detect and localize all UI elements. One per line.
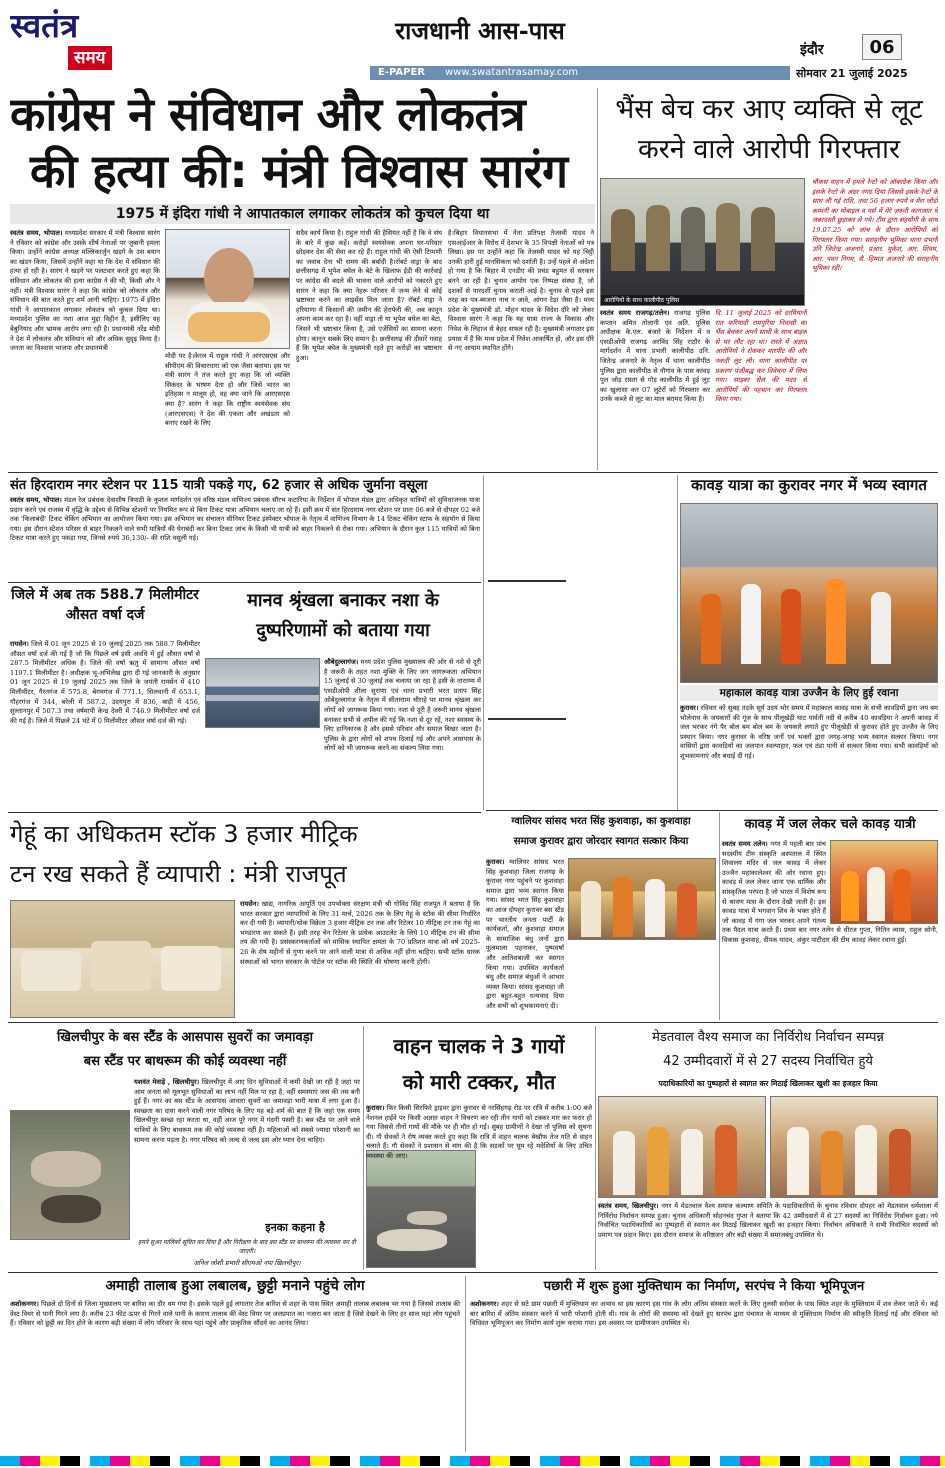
gwalior-dateline: कुरावर। (486, 858, 505, 866)
wheat-dateline: रायसेन। (240, 900, 259, 908)
nasha-pullquote (488, 580, 566, 720)
manav-dateline: औबेदुल्लागंज। (324, 658, 359, 666)
kawad-jal-dateline: स्वतंत्र समय तलेन। (722, 840, 768, 848)
wheat-headline (10, 814, 480, 898)
arrest-headline-line1: भैंस बेच कर आए व्यक्ति से लूट (615, 94, 923, 125)
cattle-headline-line2: को मारी टक्कर, मौत (402, 1070, 556, 1094)
kawad-headline: कावड़ यात्रा का कुरावर नगर में भव्य स्वागत (691, 476, 927, 494)
wheat-photo (10, 900, 235, 1018)
vaishya-photo-left (598, 1096, 766, 1198)
kawad-dateline: कुरावर। (680, 704, 699, 712)
website-link[interactable]: www.swatantrasamay.com (445, 67, 579, 78)
manav-body-text: मध्य प्रदेश पुलिस मुख्यालय की ओर से नशे से दूरी है जरूरी के तहत नशा मुक्ति के लिए जन जागरूकता अभियान 15 जुलाई से 30 जुलाई तक चलाया जा रहा है इसी के तारतम्य में एसडीओपी शीला सुराणा एवं थाना प्रभारी भरत प्रताप सिंह ओबेदुल्लागंज के नेतृत्व में सीतारााम चौराहे पर मानव श्रृंखला कर लोगों को जागरूक किया गया। नशा से दूरी है जरूरी मानव श्रृंखला बनाकर सभी से अपील की गई कि नशा से दूर रहें, नशा स्वास्थ्य के लिए हानिकारक है और इससे परिवार और समाज बिखर जाता है। पुलिस के द्वारा लोगों को शपथ दिलाई गई और अपने आसपास के लोगों को भी जागरूक करने का संकल्प लिया गया। (324, 658, 481, 753)
newspaper-logo (10, 8, 128, 74)
gwalior-headline-line1: ग्वालियर सांसद भरत सिंह कुशवाहा, का कुशवाहा (511, 816, 691, 827)
rain-headline: जिले में अब तक 588.7 मिलीमीटर औसत वर्षा दर्ज (11, 587, 199, 623)
minister-photo (165, 229, 290, 349)
gwalior-headline (486, 812, 716, 856)
rain-dateline: रायसेन। (10, 640, 29, 648)
arrest-body-text: राजगढ़ पुलिस कप्तान अमित तोलानी एवं अति. पुलिस अधीक्षक के.एल. बंजारे के निर्देशन में व एसडीओपी राजगढ़ अरविंद सिंह राठौर के मार्गदर्शन में थाना प्रभारी कालीपीठ उनि. जितेन्द्र अजनारे के नेतृत्व में थाना कालीपीठ पुलिस द्वारा कालीपीठ से नौगांव के पास कांवड़ पुल जोड़ रास्ता से गोड़ कालीपीठ में हुई लूट का खुलासा कर 07 लुटेरों को गिरफ्तार कर उनके कब्जे से लूट का माल बरामद किया है। (600, 309, 710, 404)
vaishya-dateline: स्वतंत्र समय, खिलचीपुर। (598, 1202, 659, 1210)
lead-col4: है।बिहार विधानसभा में नेता प्रतिपक्ष तेजस्वी यादव ने एसआईआर के विरोध में देशभर के 35 विपक्षी नेताओं को पत्र लिखा। इस पर उन्होंने कहा कि तेजस्वी यादव को यह चिट्ठी उनकी हारी हुई मानसिकता को दर्शाती है। उन्हें पहले से अंदेशा हो गया है कि बिहार में एनडीए की प्रचंड बहुमत से सरकार बनने जा रही है। चुनाव आयोग एक निष्पक्ष संस्था है, जो दशकों से पारदर्शी चुनाव कराती आई है। चुनाव से पहले इस तरह का पत्र-ब्यजना नाच न आवे, आंगन टेढ़ा जैसा है। मध्य प्रदेश के मुख्यमंत्री डॉ. मोहन यादव के विदेश दौरे को लेकर विश्वास सारंग ने कहा कि यह यात्रा राज्य के विकास और निवेश के लिहाज से बेहद सफल रही है। मुख्यमंत्री लगातार इस प्रयास में हैं कि मध्य प्रदेश में निवेश आकर्षित हो, और इस दौरे से नए आयाम स्थापित होंगे। (448, 229, 594, 353)
muktidham-dateline: अशोकनगर। (470, 1300, 499, 1308)
rain-body-text: जिले में 01 जून 2025 से 19 जुलाई 2025 तक 588.7 मिलीमीटर औसत वर्षा दर्ज की गई है जो कि पिछले वर्ष इसी अवधि में हुई औसत वर्षा से 287.5 मिलीमीटर अधिक है। जिले की वर्षा ऋतु में सामान्य औसत वर्षा 1197.1 मिलीमीटर है। अधीक्षक भू-अभिलेख द्वारा दी गई जानकारी के अनुसार 01 जून 2025 से 19 जुलाई 2025 तक जिले के जयंती रायसेन में 410 मिलीमीटर, गैरतगंज में 575.8, बेगमगंज में 771.1, सिलवानी में 653.1, गौहरगंज में 344, बरेली में 587.2, उदयपुरा में 836, बाड़ी में 456, सुल्तानपुर में 507.3 तथा वर्षमापी केन्द्र देवरी में 746.9 मिलीमीटर वर्षा दर्ज की गई है। जिले में पिछले 24 घंटे में 0 मिलीमीटर औसत वर्षा दर्ज की गई। (10, 640, 200, 725)
khilchipur-headline (10, 1026, 360, 1076)
kawad-jal-body-text: नगर में पहली बार पांच सदस्यीय टीम संस्कृति अस्पताल में स्थित शिवालय मंदिर से जल कावड़ में लेकर उज्जैन महाकालेश्वर की ओर रवाना हुए। कावड़ में जल लेकर जाना एक धार्मिक और सांस्कृतिक परंपरा है जो भारत में विशेष रूप से श्रावण मास के दौरान देखी जाती है। इस कावड़ यात्रा में भगवान शिव के भक्त होते हैं जो कावड़ में गंगा जल भरकर अपने गंतव्य तक पैदल यात्रा करते हैं। प्रथम बार नगर तलेन से धीरज गुप्ता, नितिन व्यास, राहुल सोनी, विकास कुशवाह, दीपक यादव, अंकुर पाटीदार की टीम कावड़ लेकर रवाना हुई। (722, 840, 938, 944)
lead-col1-text: मध्यप्रदेश सरकार में मंत्री विश्वास सारंग ने रविवार को कांग्रेस और उसके शीर्ष नेताओं पर जुबानी हमला किया। उन्होंने कांग्रेस अध्यक्ष मल्लिकार्जुन खड़गे के उस बयान का खंडन किया, जिसमें उन्होंने कहा था कि देश में संविधान की हत्या हो रही है। सारंग ने खड़गे पर पलटवार करते हुए कहा कि संविधान और लोकतंत्र की हत्या कांग्रेस ने की थी, किसी और ने नहीं। मंत्री विश्वास सारंग ने कहा कि कांग्रेस को लोकतंत्र और संविधान की बात करते हुए शर्म आनी चाहिए। 1975 में इंदिरा गांधी ने आपातकाल लगाकर लोकतंत्र को कुचल दिया था। मध्यप्रदेश पुलिस का नशा आज मुद्दा विहीन है, इसीलिए वह बेबुनियाद और भ्रामक आरोप लगा रही है। प्रधानमंत्री नरेंद्र मोदी ने देश में लोकतंत्र और संविधान को और अधिक सुदृढ़ किया है। जनता का विश्वास भाजपा और प्रधानमंत्री (10, 229, 160, 353)
wheat-headline-line1: गेहूं का अधिकतम स्टॉक 3 हजार मीट्रिक (10, 820, 358, 848)
station-body (10, 496, 480, 580)
masthead (0, 0, 945, 82)
khilchipur-quote-head: इनका कहना है (265, 1221, 325, 1234)
lead-col1 (10, 229, 160, 469)
gwalior-body (486, 858, 716, 1020)
gwalior-headline-line2: समाज कुरावर द्वारा जोरदार स्वागत सत्कार किया (513, 836, 689, 847)
arrest-right-col: चौकस वाहन में हमले रेन्टो को ऑबरदेक किया और इसके रेन्टो के अंदर नगद दिया जिससे इसके रेन्टो के साथ ली गई राशि, तथा 56 हजार रुपये व मेरा जोर्डो कम्पनी का मोबाइल व पर्स में मेरे ज़रूरी कागजात थे जबरदस्ती छुड़ाकर ले गये। टीम द्वारा सहयोगी के साथ 19.07.25 को जांच के दौरान आरोपियों को गिरफ्तार किया गया। सराहनीय भूमिका थाना प्रभारी उनि जितेन्द्र अजनारे, प्रआर. मुकेश, आर. शिवम, आर. पवन निगम, सै. हिम्मत अजनारे की सराहनीय भूमिका रही। (812, 178, 938, 273)
khilchipur-headline-line1: खिलचीपुर के बस स्टैंड के आसपास सुवरों का जमावड़ा (56, 1030, 314, 1045)
vaishya-headline-line2: 42 उम्मीदवारों में से 27 सदस्य निर्वाचित हुये (663, 1054, 873, 1069)
col-sep-1 (483, 475, 484, 810)
wheat-body-text: खाद्य, नागरिक आपूर्ति एवं उपभोक्ता संरक्षण मंत्री श्री गोविंद सिंह राजपूत ने बताया है कि भारत सरकार द्वारा व्यापारियों के लिए 31 मार्च, 2026 तक के लिए गेहूं के स्टॉक की सीमा निर्धारित कर दी गयी है। व्यापारी/थोक विक्रेता 3 हजार मीट्रिक टन तक और रिटेलर 10 मीट्रिक टन तक गेहूं का भण्डारण कर सकते हैं। इसी तरह चेन रिटेलर के प्रत्येक आउटलेट के लिये 10 मीट्रिक टन की सीमा तय की गयी है। प्रसंस्करणकर्ताओं को मासिक स्थापित क्षमता के 70 प्रतिशत मात्रा को वर्ष 2025-26 के शेष महीनों से गुणा करने पर आने वाली मात्रा से अधिक नहीं होना चाहिए। सभी स्टॉक धारक संस्थाओं को भारत सरकार के पोर्टल पर स्टॉक की स्थिति की घोषणा करनी होगी। (240, 900, 480, 966)
manav-headline-line2: दुष्परिणामों को बताया गया (256, 620, 430, 641)
divider-rain (8, 582, 481, 583)
cattle-body-text: फिर किसी सिरफिरे ड्राइवर द्वारा कुरावर से नरसिंहगढ़ रोड पर रात्रि में करीब 1:00 बजे नेशनल हाईवे पर किसी अज्ञात वाहन ने विचरण कर रही तीन गायों को टक्कर मार कर फरार हो गया जिससे तीनों गायों की मौके पर ही मौत हो गई। सुबह ग्रामीणों ने देखा तो पुलिस को सूचना दी। गौ सेवकों ने रोष व्यक्त करते हुए कहा कि रात्रि में वाहन चालक बेखौफ तेज गति से वाहन चलाते हैं। गौ सेवकों ने प्रशासन से मांग की है कि सड़कों पर घूम रहे मवेशियों के लिए उचित व्यवस्था की जाए। (366, 1104, 592, 1160)
col-sep-6 (595, 1026, 596, 1270)
lead-headline-line1: कांग्रेस ने संविधान और लोकतंत्र (10, 87, 526, 141)
vaishya-headline (598, 1026, 938, 1074)
khilchipur-dateline: यशवंत मेवाड़े , खिलचीपुर। (134, 1078, 200, 1086)
station-dateline: स्वतंत्र समय, भोपाल। (10, 496, 62, 504)
vaishya-body-text: नगर में मेडतवाल वैश्य समाज कल्याण समिति के पदाधिकारियों के चुनाव रविवार दोपहर को मेडतवाल धर्मशाला में निर्विरोध निर्वाचन सम्पन्न हुआ। चुनाव अधिकारी सोहनचंद गुप्ता ने बताया कि 42 उम्मीदवारों में से 27 सदस्यों का निर्विरोध निर्वाचन हुआ। नये निर्वाचित पदाधिकारियों का पुष्पहारों से स्वागत कर मिठाई खिलाकर खुशी का इजहार किया। निर्वाचन अधिकारी ने सभी निर्वाचित सदस्यों को प्रमाण पत्र प्रदान किए। इस दौरान समाज के वरिष्ठजन और बड़ी संख्या में समाजबंधु उपस्थित थे। (598, 1202, 938, 1239)
page-number: 06 (862, 34, 902, 60)
arrest-headline-line2: करने वाले आरोपी गिरफ्तार (638, 134, 900, 165)
muktidham-body (470, 1300, 938, 1450)
footer-color-bar (0, 1456, 945, 1466)
amahi-body-text: पिछले दो दिनों से जिला मुख्यालय पर बारिश का दौर थम गया है। इसके पहले हुई लगातार तेज बारिश से शहर के पास स्थित अमाही तालाब लबालब भर गया है जिससे तालाब की वेस्ट वियर से पानी गिरने लगा है। करीब 23 फीट ऊपर से गिरने वाले पानी के कारण तालाब की वेस्ट वियर पर जलप्रपात का नजारा बन जाता है जिसे देखने के लिए हर साल यहां लोग पहुंचते हैं। रविवार को छुट्टी का दिन होने के कारण बड़ी संख्या में लोग परिवार के साथ यहां पहुंचे और प्राकृतिक सौंदर्य का आनंद लिया। (10, 1300, 460, 1328)
khilchipur-quote-body: हमने सुअर मालिकों सूचित कर दिया है और निरीक्षण के बाद बस स्टैंड पर बाथरूम की व्यवस्था कर दी जाएगी। (138, 1239, 356, 1255)
lead-subhead: 1975 में इंदिरा गांधी ने आपातकाल लगाकर लोकतंत्र को कुचल दिया था (10, 204, 595, 224)
arrest-headline (600, 90, 938, 174)
vaishya-photo-right (770, 1096, 938, 1198)
muktidham-body-text: शहर से सटे ग्राम पछारी में मुक्तिधाम का अभाव था इस कारण इस गांव के लोग अंतिम संस्कार करने के लिए तुलसी सरोवर के पास स्थित शहर के मुक्तिधाम में शव लेकर जाते थे। कई बार बारिश में अंतिम संस्कार करने में भारी परेशानी होती थी। गांव के लोगों की समस्या को देखते हुए सरपंच द्वारा पंचायत के माध्यम से मुक्तिधाम निर्माण की स्वीकृति दिलाई गई और रविवार को विधिवत भूमिपूजन कर निर्माण कार्य शुरू कराया गया। इस अवसर पर ग्रामीणजन उपस्थित थे। (470, 1300, 938, 1328)
muktidham-headline: पछारी में शुरू हुआ मुक्तिधाम का निर्माण, सरपंच ने किया भूमिपूजन (543, 1279, 865, 1294)
cattle-headline (366, 1028, 592, 1102)
khilchipur-quote-author: अनिल जोशी प्रभारी सीएमओ नपा खिलचीपुर। (193, 1259, 301, 1267)
col-sep-5 (363, 1026, 364, 1270)
logo-top-text: स्वतंत्र (10, 8, 79, 45)
kawad-body-text: रविवार को सुबह तड़के सूर्य उदय भोर समय में महाकाल कावड़ यात्रा के सभी कावड़ियों द्वारा जय बम भोलेनाथ के जयकारों की गूंज के साथ पीलूखेड़ी घाट पार्वती नदी से करीब 40 कावड़िया ने अपनी कावड़ में जल भरकर नंगे पैर बोल बम बोल बम के जयकारे लगाते हुए पीलूखेड़ी से कुरावर होते हुए उज्जैन के लिए प्रस्थान किया। नगर कुरावर के वरिष्ठ जनों एवं भक्तों द्वारा जगह-जगह भव्य स्वागत सत्कार किया। नगर वासियों द्वारा कावड़ियों का जलपान स्वल्पाहार, फल एवं ठंडा पानी से सत्कार किया गया। सभी कावड़ियों को शुभकामनाएं और बधाई दी गई। (680, 704, 938, 760)
lead-headline (10, 86, 595, 204)
khilchipur-headline-line2: बस स्टैंड पर बाथरूम की कोई व्यवस्था नहीं (83, 1054, 287, 1069)
nasha-headline (486, 475, 676, 555)
col-sep-7 (465, 1276, 466, 1452)
amahi-body (10, 1300, 460, 1450)
lead-col3: सदैव कार्य किया है। राहुल गांधी की हैसियत नहीं है कि वे संघ के बारे में कुछ कहें। करोड़ों स्वयंसेवक अपना घर-परिवार छोड़कर देश की सेवा कर रहे हैं। राहुल गांधी की ऐसी टिप्पणी का जवाब देना भी समय की बर्बादी है।रॉबर्ट वाड्रा के बाद छत्तीसगढ़ में भूपेश बघेल के बेटे के खिलाफ ईडी की कार्रवाई पर कांग्रेस की बदले की भावना वाले आरोपों को नकारते हुए सारंग ने कहा कि क्या नेहरू परिवार में जन्म लेने से कोई भ्रष्टाचार करने का लाइसेंस मिल जाता है? रॉबर्ट वाड्रा ने हरियाणा में किसानों की जमीन की हेराफेरी की, अब कानून अपना काम कर रहा है। वहीं वाड्रा तो या भूपेश बघेल का बेटा, जिसने भी भ्रष्टाचार किया है, उसे एजेंसियों का सामना करना होगा। कानून सबके लिए समान है। छत्तीसगढ़ की दीवारें गवाह हैं कि भूपेश बघेल के मुख्यमंत्री रहते हुए करोड़ों का भ्रष्टाचार हुआ। (296, 229, 442, 362)
lead-headline-line2: की हत्या की: मंत्री विश्वास सारंग (30, 144, 568, 198)
vaishya-subhead: पदाधिकारियों का पुष्पहारों से स्वागत कर मिठाई खिलाकर खुशी का इजहार किया (658, 1079, 878, 1088)
vaishya-headline-line1: मेडतवाल वैश्य समाज का निर्विरोध निर्वाचन सम्पन्न (652, 1030, 884, 1045)
cattle-body (366, 1104, 592, 1270)
manav-body (205, 658, 481, 808)
col-sep-2 (677, 475, 678, 810)
divider-row3 (8, 1022, 938, 1023)
manav-headline-line1: मानव श्रृंखला बनाकर नशा के (247, 590, 439, 611)
cattle-dateline: कुरावर। (366, 1104, 385, 1112)
amahi-headline: अमाही तालाब हुआ लबालब, छुट्टी मनाने पहुंचे लोग (105, 1278, 365, 1294)
divider-row4 (8, 1272, 938, 1273)
logo-bottom-text: समय (68, 46, 112, 70)
vaishya-body (598, 1202, 938, 1270)
divider-row2 (8, 812, 481, 813)
kawad-jal-headline: कावड़ में जल लेकर चले कावड़ यात्री (744, 817, 916, 832)
arrest-photo (600, 178, 805, 306)
kawad-caption: महाकाल कावड़ यात्रा उज्जैन के लिए हुई रवाना (680, 685, 938, 701)
epaper-bar (370, 66, 790, 80)
section-title: राजधानी आस-पास (395, 16, 565, 45)
city-label: इंदौर (800, 42, 824, 58)
lead-dateline: स्वतंत्र समय, भोपाल। (10, 229, 63, 237)
arrest-body (600, 309, 710, 469)
cattle-headline-line1: वाहन चालक ने 3 गायों (393, 1034, 565, 1058)
kawad-jal-body (722, 840, 938, 1020)
wheat-headline-line2: टन रख सकते हैं व्यापारी : मंत्री राजपूत (10, 860, 347, 888)
khilchipur-body-text: खिलचीपुर में आए दिन सुविधाओं में कमी देखी जा रही है जहां पर आम जनता को मूलभूत सुविधाओं का लाभ नहीं मिल पा रहा है, वहीं समस्याएं जस की तस बनी हुई हैं। नगर का बस स्टैंड के आसपास आवारा सुवरों का जमावड़ा भारी मात्रा में लगा हुआ है। स्वच्छता का दावा करने वाली नगर परिषद के लिए यह बड़े शर्म की बात है कि जहां एक समय खिलचीपुर स्वच्छ रहा करता था, वहीं आज पूरे नगर में गंदगी पसरी है। बस स्टैंड पर आने वाले यात्रियों के लिए बाथरूम तक की कोई व्यवस्था नहीं है। महिलाओं को सबसे ज्यादा परेशानी का सामना करना पड़ता है। नगर परिषद को जल्द से जल्द इस ओर ध्यान देना चाहिए। (134, 1078, 360, 1144)
rain-body (10, 640, 200, 810)
khilchipur-body (10, 1078, 360, 1218)
kawad-photo (680, 503, 938, 683)
arrest-photo-label: आरोपियों के साथ कालीपीठ पुलिस (601, 295, 804, 305)
date-label: सोमवार 21 जुलाई 2025 (796, 67, 908, 80)
arrest-dateline: स्वतंत्र समय राजगढ़/तलेन। (600, 309, 670, 317)
wheat-body (240, 900, 480, 1020)
gwalior-body-text: ग्वालियर सांसद भरत सिंह कुशवाहा जिला राजगढ़ के कुरावर नगर पहुंचने पर कुशवाहा समाज द्वारा भव्य स्वागत किया गया। सांसद भरत सिंह कुशवाहा का आज दोपहर कुरावर बस स्टैंड पर भारतीय जनता पार्टी के कार्यकर्ता, और कुशवाहा समाज के सामाजिक बंधु जनों द्वारा फूलमाला पहनाकर, पुष्पवर्षा और आतिशबाजी कर स्वागत किया गया। उपस्थित कार्यकर्ता बंधु और समाज बंधुओं ने आभार व्यक्त किया। सांसद कुशवाहा जी द्वारा बहुत-बहुत धन्यवाद दिया और सभी को शुभकामनाएं दी। (486, 858, 564, 1010)
kawad-body (680, 704, 938, 808)
divider-row1 (8, 472, 938, 473)
lead-col2: मोदी पर है।केरल में राहुल गांधी ने आरएसएस और सीपीएम की विचारधारा को एक जैसा बताया। इस पर मंत्री सारंग ने तंज करते हुए कहा कि जो व्यक्ति सिकंदर के भाषण देता हो और जिसे भारत का इतिहास न मालूम हो, वह क्या जाने कि आरएसएस क्या है? सारंग ने कहा कि राष्ट्रीय स्वयंसेवक संघ (आरएसएस) ने देश की एकता और अखंडता को बनाए रखने के लिए (165, 352, 290, 428)
amahi-dateline: अशोकनगर। (10, 1300, 39, 1308)
col-sep-4 (719, 812, 720, 1020)
col-sep-3 (597, 88, 598, 470)
arrest-side-notes: दि. 11 जुलाई 2025 को दरमियानी रात फरियादी रामपुरिया निवासी का भैंस बेचकर अपने साथी के साथ बाइक से घर लौट रहा था। रास्ते में अज्ञात आरोपियों ने रोककर मारपीट की और नकदी लूट ली। थाना कालीपीठ पर प्रकरण पंजीबद्ध कर विवेचना में लिया गया। साइबर सेल की मदद से आरोपियों की पहचान कर गिरफ्तार किया गया। (715, 309, 807, 404)
divider-row2b (486, 810, 938, 811)
station-headline: संत हिरदाराम नगर स्टेशन पर 115 यात्री पकड़े गए, 62 हजार से अधिक जुर्माना वसूला (10, 478, 428, 493)
epaper-label: E-PAPER (378, 67, 425, 78)
manav-headline (205, 586, 481, 654)
station-body-text: मंडल रेल प्रबंधक देवाशीष त्रिपाठी के कुशल मार्गदर्शन एवं वरिष्ठ मंडल वाणिज्य प्रबंधक सौरभ कटारिया के निर्देशन में भोपाल मंडल द्वारा अधिकृत यात्रियों को सुविधाजनक यात्रा प्रदान करने एवं राजस्व में वृद्धि के उद्देश्य से विभिन्न स्टेशनों पर नियमित रूप से बिना टिकट यात्रा अभियान चलाए जा रहे हैं। इसी क्रम में संत हिरदाराम नगर स्टेशन पर प्रातः 06 बजे से दोपहर 02 बजे तक 'किलाबंदी' टिकट चेकिंग अभियान का आयोजन किया गया। इस अभियान का संचालन सीनियर टिकट इंस्पेक्टर भोपाल के नेतृत्व में वाणिज्य विभाग के 14 टिकट चेकिंग स्टाफ के सहयोग से किया गया। इस दौरान स्टेशन परिसर से बाहर निकलने वाले सभी यात्रियों की घेराबंदी कर बिना टिकट जांच के किसी भी यात्री को बाहर निकलने से रोका गया। अभियान के दौरान कुल 115 यात्रियों को बिना टिकट यात्रा करते हुए पकड़ा गया, जिनसे रुपये 36,130/- की राशि वसूली गई। (10, 496, 480, 543)
